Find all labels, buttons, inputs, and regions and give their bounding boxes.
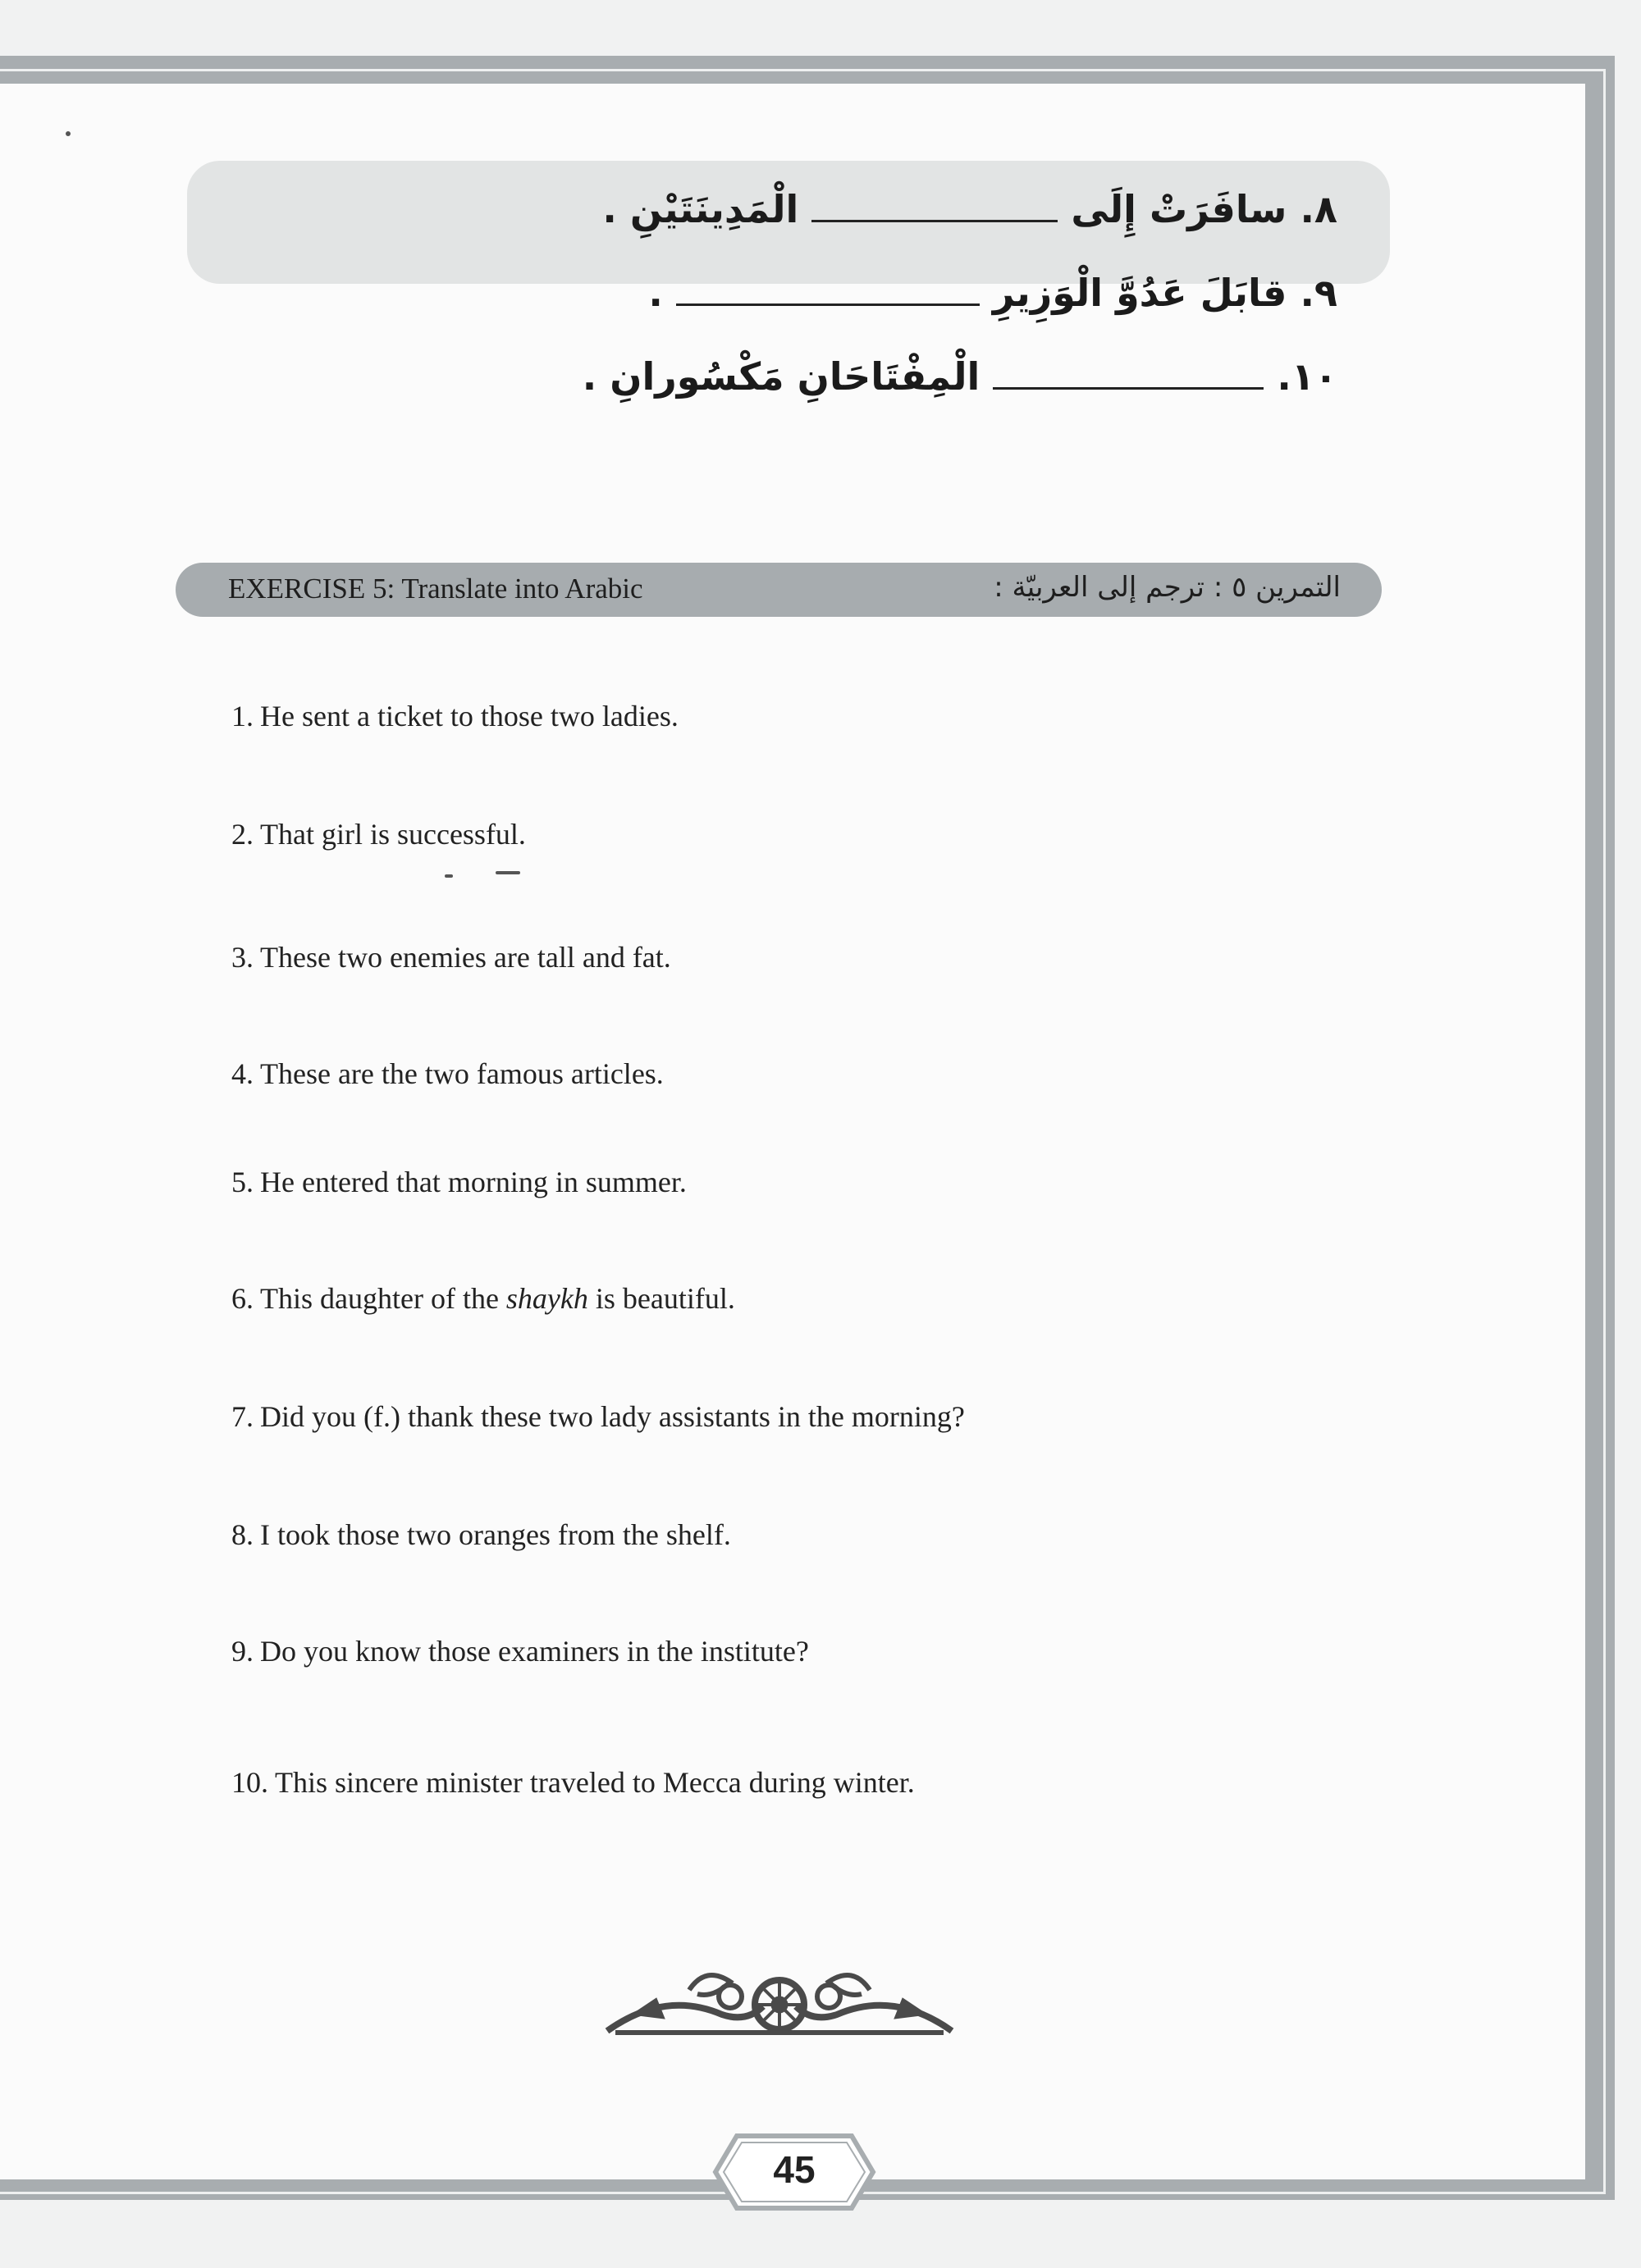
item-text: Do you know those examiners in the institute? bbox=[260, 1635, 809, 1668]
item-text: Did you (f.) thank these two lady assistants in the morning? bbox=[260, 1400, 965, 1433]
arabic-sentence-text: سافَرَتْ إِلَى bbox=[1071, 187, 1287, 231]
item-text: This sincere minister traveled to Mecca during winter. bbox=[275, 1766, 915, 1799]
answer-blank bbox=[811, 215, 1058, 222]
item-number: 9. bbox=[231, 1635, 254, 1668]
arabic-sentence-number: ٩. bbox=[1300, 271, 1337, 315]
item-text: is beautiful. bbox=[587, 1282, 735, 1315]
item-number: 5. bbox=[231, 1166, 254, 1198]
item-text: He sent a ticket to those two ladies. bbox=[260, 700, 679, 732]
arabic-sentence-number: ١٠. bbox=[1277, 354, 1337, 399]
exercise-item-5 bbox=[231, 1165, 687, 1199]
item-text: That girl is successful. bbox=[260, 818, 526, 851]
item-text: These two enemies are tall and fat. bbox=[260, 941, 671, 974]
item-number: 2. bbox=[231, 818, 254, 851]
item-number: 7. bbox=[231, 1400, 254, 1433]
item-text: This daughter of the bbox=[260, 1282, 506, 1315]
print-speck bbox=[66, 131, 71, 136]
item-text: He entered that morning in summer. bbox=[260, 1166, 687, 1198]
arabic-sentence-text: الْمَدِينَتَيْنِ . bbox=[602, 187, 799, 231]
arabic-sentence-8 bbox=[602, 187, 1337, 231]
exercise-title: EXERCISE 5: Translate into Arabic bbox=[228, 573, 643, 605]
page-number: 45 bbox=[773, 2148, 816, 2191]
answer-blank bbox=[676, 299, 980, 306]
decorative-ornament-icon bbox=[599, 1957, 960, 2047]
print-speck bbox=[445, 874, 453, 878]
exercise-header-bar bbox=[176, 563, 1382, 617]
answer-blank bbox=[993, 382, 1264, 390]
arabic-sentence-text: قابَلَ عَدُوَّ الْوَزِيرِ bbox=[992, 271, 1287, 315]
exercise-item-8 bbox=[231, 1517, 731, 1552]
item-number: 3. bbox=[231, 941, 254, 974]
item-text: I took those two oranges from the shelf. bbox=[260, 1518, 731, 1551]
exercise-item-9 bbox=[231, 1634, 809, 1668]
item-number: 10. bbox=[231, 1766, 268, 1799]
exercise-item-7 bbox=[231, 1399, 965, 1434]
exercise-item-10 bbox=[231, 1765, 915, 1800]
arabic-sentence-9 bbox=[648, 271, 1337, 315]
arabic-sentence-text: الْمِفْتَاحَانِ مَكْسُورانِ . bbox=[582, 354, 980, 399]
item-number: 4. bbox=[231, 1057, 254, 1090]
item-number: 6. bbox=[231, 1282, 254, 1315]
exercise-title-arabic: التمرين ٥ : ترجم إلى العربيّة : bbox=[994, 571, 1341, 604]
arabic-sentence-10 bbox=[583, 354, 1337, 399]
exercise-item-2 bbox=[231, 817, 526, 851]
exercise-item-1 bbox=[231, 699, 679, 733]
item-number: 8. bbox=[231, 1518, 254, 1551]
item-text-italic: shaykh bbox=[505, 1282, 588, 1315]
exercise-item-3 bbox=[231, 940, 671, 974]
exercise-item-4 bbox=[231, 1056, 664, 1091]
exercise-item-6 bbox=[231, 1281, 735, 1316]
arabic-sentence-number: ٨. bbox=[1300, 187, 1337, 231]
arabic-sentence-text: . bbox=[648, 271, 663, 315]
item-number: 1. bbox=[231, 700, 254, 732]
print-speck bbox=[496, 871, 520, 874]
item-text: These are the two famous articles. bbox=[260, 1057, 664, 1090]
